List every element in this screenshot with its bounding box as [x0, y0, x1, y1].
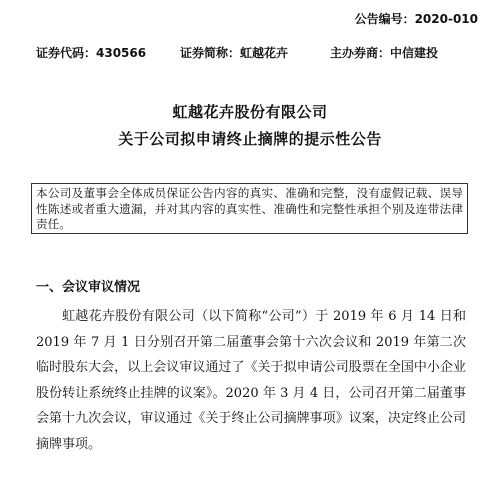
company-name: 虹越花卉股份有限公司 [172, 103, 328, 121]
announcement-number: 公告编号：2020-010 [354, 12, 478, 26]
announcement-title: 关于公司拟申请终止摘牌的提示性公告 [118, 130, 382, 148]
sponsor-broker: 主办券商：中信建投 [330, 46, 439, 60]
security-code: 证券代码：430566 [36, 46, 147, 60]
section-paragraph: 虹越花卉股份有限公司（以下简称“公司”）于 2019 年 6 月 14 日和 2019 年 7 月 1 日分别召开第二届董事会第十六次会议和 2019 年第二次临时股东大会，以上会议审议通过了《关于拟申请公司股票在全国中小企业股份转让系统终止挂牌的议案》。2020 年 3 月 4 日，公司召开第二届董事会第十九次会议，审议通过《关于终止公司摘牌事项》议案，决定终止公司摘牌事项。 [36, 309, 466, 452]
security-abbreviation: 证券简称：虹越花卉 [180, 46, 289, 60]
section-heading: 一、会议审议情况 [36, 280, 141, 295]
disclaimer-box: 本公司及董事会全体成员保证公告内容的真实、准确和完整，没有虚假记载、误导性陈述或者重大遗漏，并对其内容的真实性、准确性和完整性承担个别及连带法律责任。 [31, 183, 468, 234]
